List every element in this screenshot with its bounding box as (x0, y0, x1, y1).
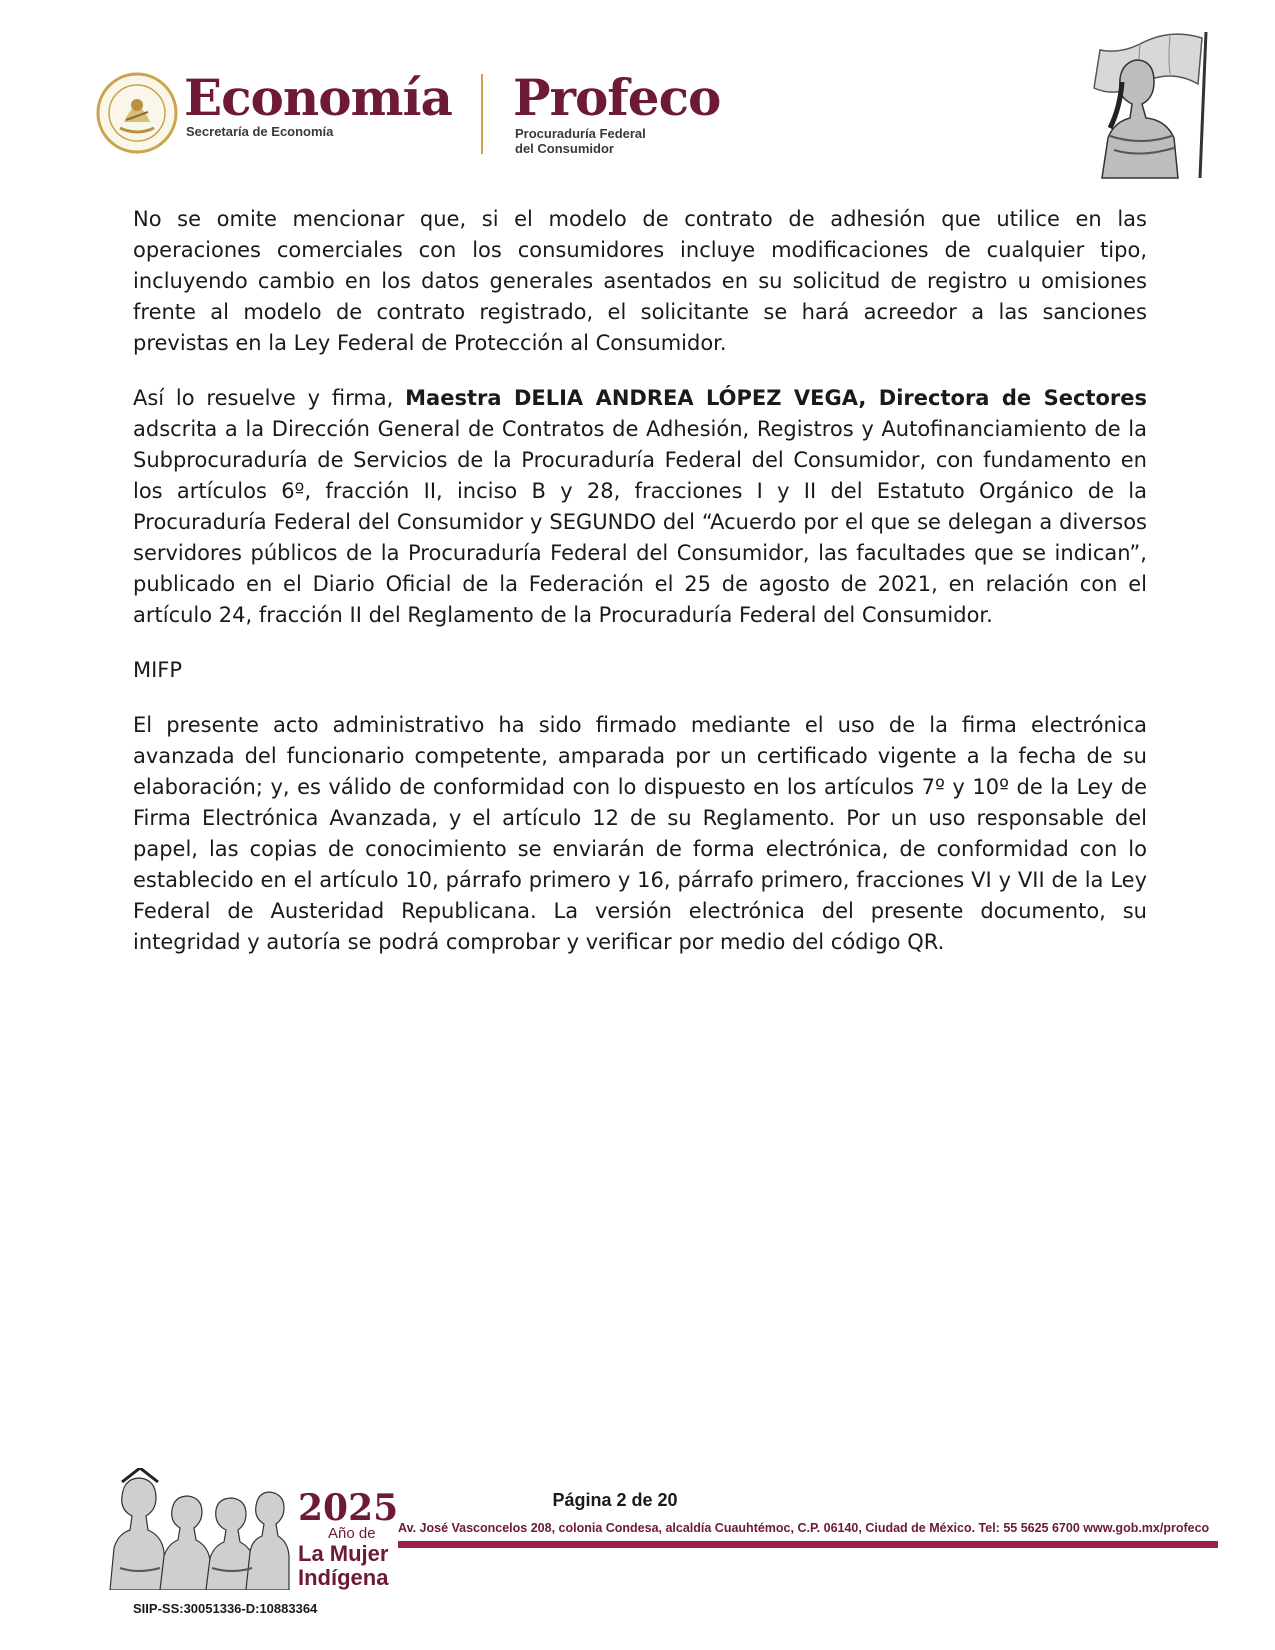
profeco-subtitle-line-2: del Consumidor (515, 141, 614, 156)
paragraph-signature-resolution (133, 383, 1147, 631)
footer-color-bar (398, 1541, 1218, 1548)
paragraph-sanctions-notice: No se omite mencionar que, si el modelo de contrato de adhesión que utilice en las operaciones comerciales con los consumidores incluye modificaciones de cualquier tipo, incluyendo cambio en los datos generales asentados en su solicitud de registro u omisiones frente al modelo de contrato registrado, el solicitante se hará acreedor a las sanciones previstas en la Ley Federal de Protección al Consumidor. (133, 207, 1147, 355)
woman-with-flag-illustration (1080, 28, 1220, 180)
profeco-subtitle-line-1: Procuraduría Federal (515, 126, 646, 141)
signatory-name: Maestra DELIA ANDREA LÓPEZ VEGA, Directora de Sectores (405, 386, 1147, 410)
year-of-indigenous-woman-logo (298, 1487, 399, 1590)
indigenous-women-illustration (100, 1468, 290, 1590)
economia-title: Economía (184, 68, 452, 127)
economia-brand (184, 70, 452, 139)
document-reference-code: SIIP-SS:30051336-D:10883364 (133, 1601, 318, 1616)
page-number: Página 2 de 20 (552, 1490, 678, 1510)
author-initials: MIFP (133, 658, 183, 682)
footer-address: Av. José Vasconcelos 208, colonia Condesa, alcaldía Cuauhtémoc, C.P. 06140, Ciudad de México. Tel: 55 5625 6700 www.gob.mx/profeco (398, 1521, 1210, 1535)
signature-lead-text: Así lo resuelve y firma, (133, 386, 406, 410)
year-caption-line-2: La Mujer (298, 1541, 389, 1566)
year-caption-line-1: Año de (328, 1525, 376, 1542)
brand-divider (481, 74, 483, 154)
signature-legal-basis: adscrita a la Dirección General de Contratos de Adhesión, Registros y Autofinanciamiento de la Subprocuraduría de Servicios de la Procuraduría Federal del Consumidor, con fundamento en los artículos 6º, fracción II, inciso B y 28, fracciones I y II del Estatuto Orgánico de la Procuraduría Federal del Consumidor y SEGUNDO del “Acuerdo por el que se delegan a diversos servidores públicos de la Procuraduría Federal del Consumidor, las facultades que se indican”, publicado en el Diario Oficial de la Federación el 25 de agosto de 2021, en relación con el artículo 24, fracción II del Reglamento de la Procuraduría Federal del Consumidor. (133, 417, 1147, 627)
document-header (0, 0, 1275, 190)
economia-subtitle: Secretaría de Economía (186, 124, 334, 139)
document-body (133, 204, 1147, 982)
paragraph-electronic-signature: El presente acto administrativo ha sido firmado mediante el uso de la firma electrónica avanzada del funcionario competente, amparada por un certificado vigente a la fecha de su elaboración; y, es válido de conformidad con lo dispuesto en los artículos 7º y 10º de la Ley de Firma Electrónica Avanzada, y el artículo 12 de su Reglamento. Por un uso responsable del papel, las copias de conocimiento se enviarán de forma electrónica, de conformidad con lo establecido en el artículo 10, párrafo primero y 16, párrafo primero, fracciones VI y VII de la Ley Federal de Austeridad Republicana. La versión electrónica del presente documento, su integridad y autoría se podrá comprobar y verificar por medio del código QR. (133, 713, 1147, 954)
year-number: 2025 (298, 1487, 399, 1529)
profeco-title: Profeco (513, 68, 721, 127)
profeco-brand (513, 70, 720, 156)
coat-of-arms-seal-icon (96, 72, 178, 154)
year-caption-line-3: Indígena (298, 1565, 389, 1590)
